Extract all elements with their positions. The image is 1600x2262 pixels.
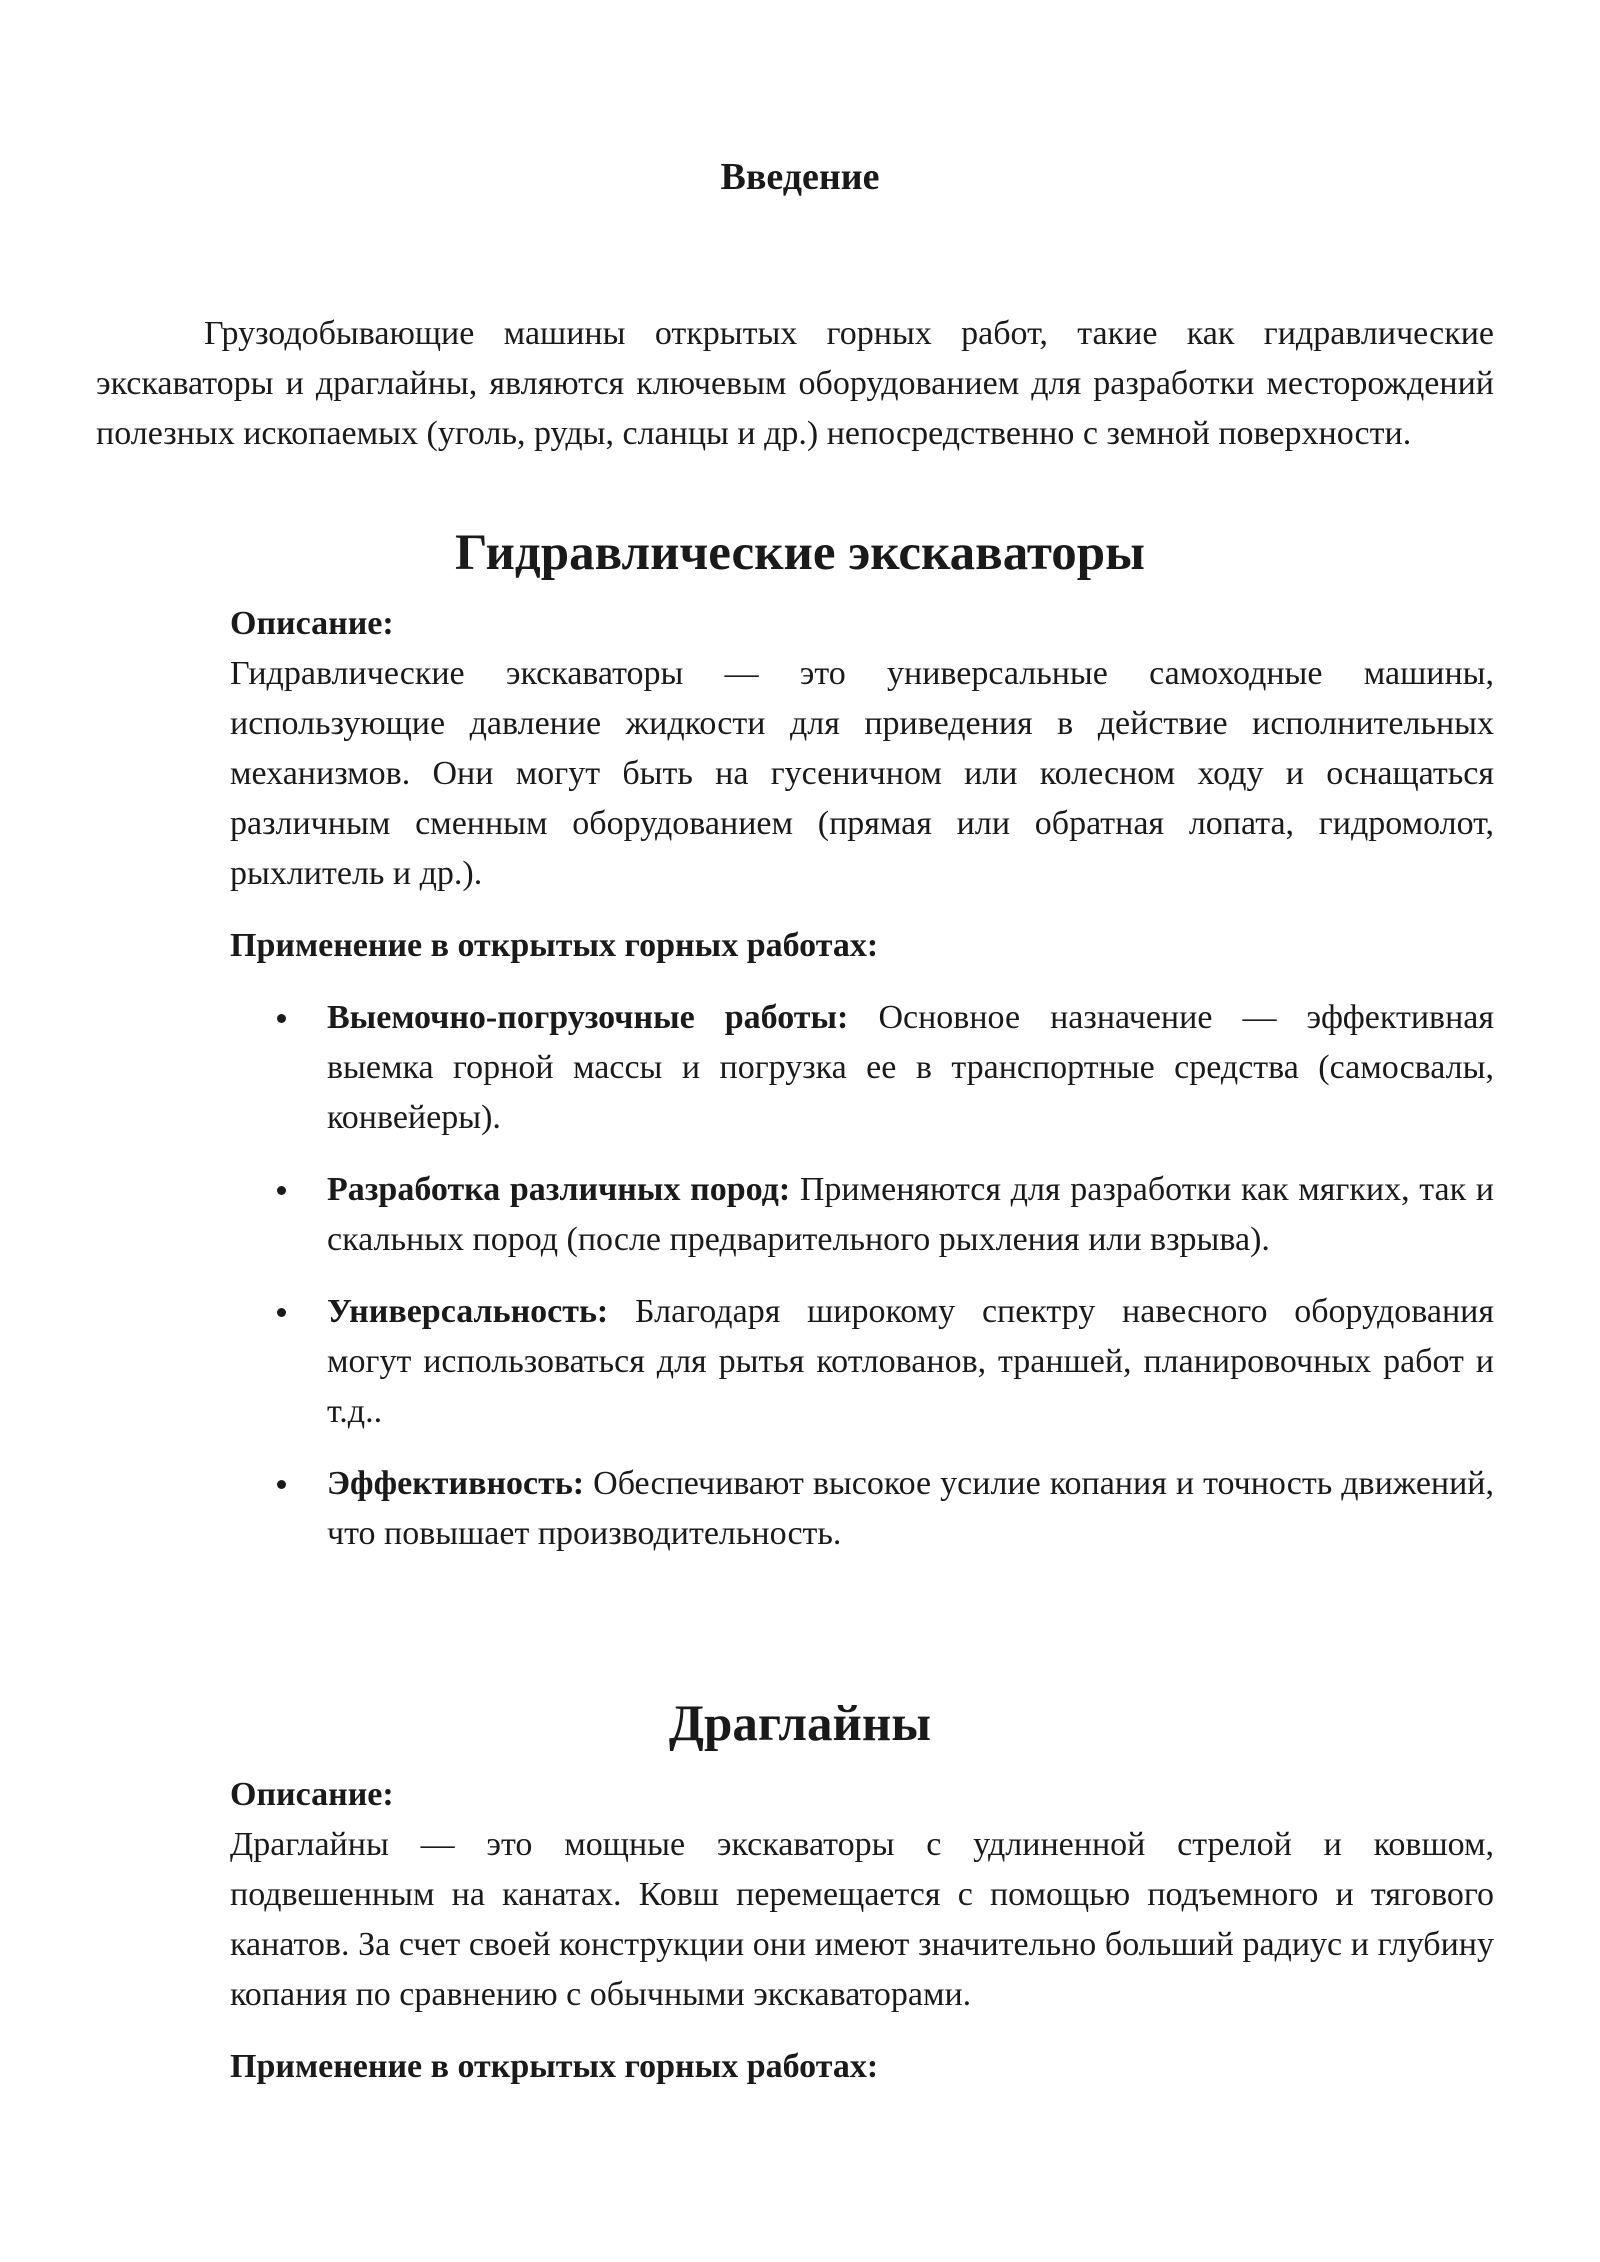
list-item-head: Разработка различных пород:: [327, 1171, 800, 1208]
bullet-icon: [277, 1480, 286, 1489]
section-heading-draglines: Драглайны: [668, 1696, 932, 1752]
list-item-body: Применяются для разработки как мягких, так и скальных пород (после предварительного рыхления или взрыва).: [327, 1171, 1494, 1258]
description-text: Драглайны — это мощные экскаваторы с удлиненной стрелой и ковшом, подвешенным на канатах. Ковш перемещается с помощью подъемного и тягового канатов. За счет своей конструкции они имеют значительно больший радиус и глубину копания по сравнению с обычными экскаваторами.: [230, 1826, 1494, 2013]
list-item-body: Обеспечивают высокое усилие копания и точность движений, что повышает производительность.: [327, 1465, 1494, 1552]
application-list: [230, 993, 1494, 1559]
bullet-icon: [277, 1186, 286, 1195]
list-item: [230, 1459, 1494, 1559]
bullet-icon: [277, 1014, 286, 1023]
list-item-head: Универсальность:: [327, 1293, 636, 1330]
application-label: Применение в открытых горных работах:: [230, 2048, 879, 2085]
page-title: Введение: [720, 156, 880, 198]
list-item-body: Основное назначение — эффективная выемка горной массы и погрузка ее в транспортные средства (самосвалы, конвейеры).: [327, 999, 1495, 1136]
bullet-icon: [277, 1308, 286, 1317]
section-draglines: [230, 1770, 1494, 2092]
application-label: Применение в открытых горных работах:: [230, 927, 879, 964]
list-item: [230, 993, 1494, 1143]
list-item: [230, 1287, 1494, 1437]
section-hydraulic: [230, 599, 1494, 1581]
list-item: [230, 1165, 1494, 1265]
list-item-head: Выемочно-погрузочные работы:: [327, 999, 879, 1036]
description-text: Гидравлические экскаваторы — это универсальные самоходные машины, использующие давление жидкости для приведения в действие исполнительных механизмов. Они могут быть на гусеничном или колесном ходу и оснащаться различным сменным оборудованием (прямая или обратная лопата, гидромолот, рыхлитель и др.).: [230, 655, 1494, 892]
intro-paragraph: Грузодобывающие машины открытых горных работ, такие как гидравлические экскаваторы и драглайны, являются ключевым оборудованием для разработки месторождений полезных ископаемых (уголь, руды, сланцы и др.) непосредственно с земной поверхности.: [96, 315, 1494, 452]
section-heading-hydraulic: Гидравлические экскаваторы: [455, 525, 1145, 581]
list-item-head: Эффективность:: [327, 1465, 594, 1502]
description-label: Описание:: [230, 1776, 394, 1813]
list-item-body: Благодаря широкому спектру навесного оборудования могут использоваться для рытья котлованов, траншей, планировочных работ и т.д..: [327, 1293, 1494, 1430]
description-label: Описание:: [230, 605, 394, 642]
